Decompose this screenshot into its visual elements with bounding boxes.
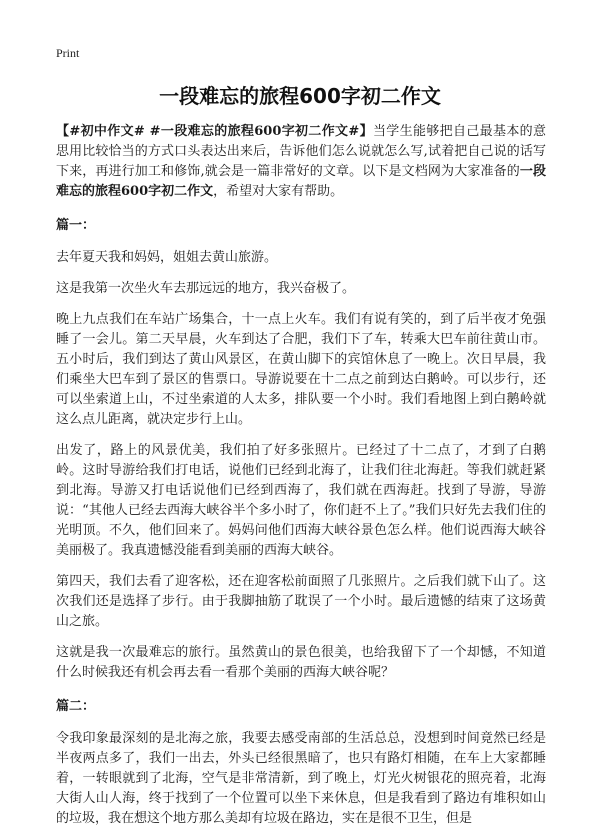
intro-text-end: ，希望对大家有帮助。	[213, 184, 344, 199]
print-label: Print	[56, 46, 80, 60]
paragraph: 这是我第一次坐火车去那远远的地方，我兴奋极了。	[56, 281, 356, 296]
paragraph: 令我印象最深刻的是北海之旅，我要去感受南部的生活总总，没想到时间竟然已经是半夜两点多了，我们一出去，外头已经很黑暗了，也只有路灯相随，在车上大家都睡着，一转眼就到了北海，空气是非常清新，到了晚上，灯光火树银花的照亮着，北海大街人山人海，终于找到了一个位置可以坐下来休息，但是我看到了路边有堆积如山的垃圾，我在想这个地方那么美却有垃圾在路边，实在是很不卫生，但是	[56, 731, 546, 826]
paragraph: 去年夏天我和妈妈，姐姐去黄山旅游。	[56, 250, 278, 265]
intro-paragraph	[56, 122, 546, 202]
intro-bold-title: 一段难忘的旅程600字初二作文	[56, 164, 546, 199]
paragraph: 出发了，路上的风景优美，我们拍了好多张照片。已经过了十二点了，才到了白鹅岭。这时导游给我们打电话，说他们已经到北海了，让我们往北海赶。等我们就赶紧到北海。导游又打电话说他们已经到西海了，我们就在西海赶。找到了导游，导游说：“其他人已经去西海大峡谷半个多小时了，你们赶不上了。”我们只好先去我们住的光明顶。不久，他们回来了。妈妈问他们西海大峡谷景色怎么样。他们说西海大峡谷美丽极了。我真遗憾没能看到美丽的西海大峡谷。	[56, 443, 546, 558]
paragraph: 晚上九点我们在车站广场集合，十一点上火车。我们有说有笑的，到了后半夜才免强睡了一会儿。第二天早晨，火车到达了合肥，我们下了车，转乘大巴车前往黄山市。五小时后，我们到达了黄山风景区，在黄山脚下的宾馆休息了一晚上。次日早晨，我们乘坐大巴车到了景区的售票口。导游说要在十二点之前到达白鹅岭。可以步行，还可以坐索道上山，不过坐索道的人太多，排队要一个小时。我们看地图上到白鹅岭就这么点儿距离，就决定步行上山。	[56, 312, 546, 427]
intro-tag: 【#初中作文# #一段难忘的旅程600字初二作文#】	[56, 124, 373, 139]
page-title: 一段难忘的旅程600字初二作文	[159, 84, 441, 108]
section-heading: 篇一：	[56, 218, 96, 233]
article-body	[56, 122, 546, 840]
intro-text: 当学生能够把自己最基本的意思用比较恰当的方式口头表达出来后，告诉他们怎么说就怎么写,试着把自己说的话写下来，再进行加工和修饰,就会是一篇非常好的文章。以下是文档网为大家准备的	[56, 124, 546, 179]
paragraph: 第四天，我们去看了迎客松，还在迎客松前面照了几张照片。之后我们就下山了。这次我们还是选择了步行。由于我脚抽筋了耽误了一个小时。最后遗憾的结束了这场黄山之旅。	[56, 574, 546, 629]
paragraph: 这就是我一次最难忘的旅行。虽然黄山的景色很美，也给我留下了一个却憾，不知道什么时候我还有机会再去看一看那个美丽的西海大峡谷呢？	[56, 645, 546, 680]
section-heading: 篇二：	[56, 699, 96, 714]
